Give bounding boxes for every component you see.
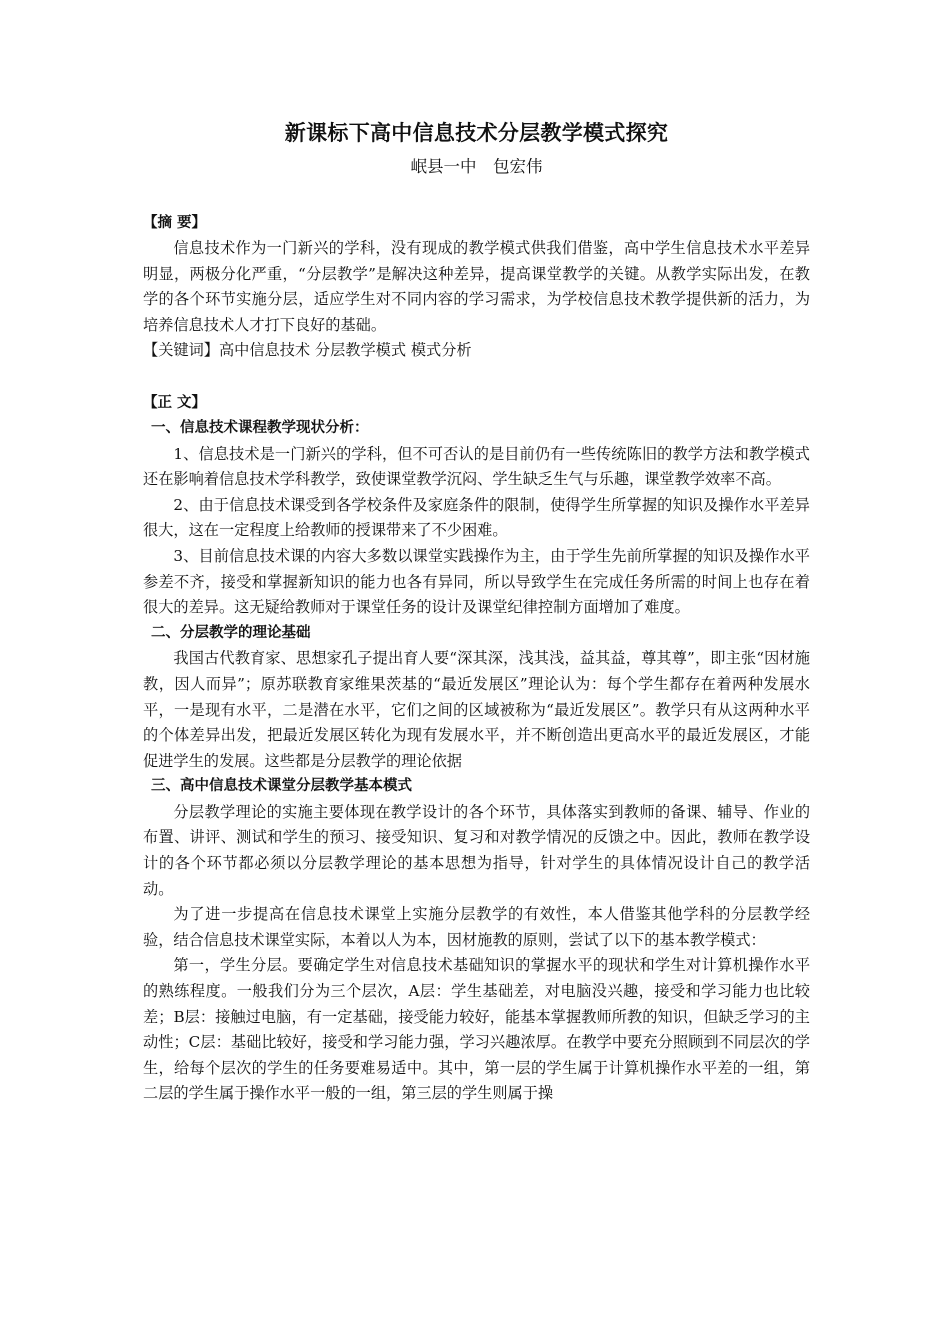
paragraph: 1、信息技术是一门新兴的学科，但不可否认的是目前仍有一些传统陈旧的教学方法和教学模式还在影响着信息技术学科教学，致使课堂教学沉闷、学生缺乏生气与乐趣，课堂教学效率不高。 bbox=[143, 444, 810, 489]
body-heading: 【正 文】 bbox=[143, 394, 207, 411]
document-title: 新课标下高中信息技术分层教学模式探究 bbox=[284, 121, 669, 145]
abstract-text: 信息技术作为一门新兴的学科，没有现成的教学模式供我们借鉴，高中学生信息技术水平差异明显，两极分化严重，“分层教学”是解决这种差异，提高课堂教学的关键。从教学实际出发，在教学的各个环节实施分层，适应学生对不同内容的学习需求，为学校信息技术教学提供新的活力，为培养信息技术人才打下良好的基础。 bbox=[143, 239, 810, 334]
paragraph: 分层教学理论的实施主要体现在教学设计的各个环节，具体落实到教师的备课、辅导、作业的布置、讲评、测试和学生的预习、接受知识、复习和对教学情况的反馈之中。因此，教师在教学设计的各个环节都必须以分层教学理论的基本思想为指导，针对学生的具体情况设计自己的教学活动。 bbox=[143, 802, 810, 898]
keywords-line: 【关键词】高中信息技术 分层教学模式 模式分析 bbox=[143, 341, 472, 360]
paragraph: 第一，学生分层。要确定学生对信息技术基础知识的掌握水平的现状和学生对计算机操作水平的熟练程度。一般我们分为三个层次，A层：学生基础差，对电脑没兴趣，接受和学习能力也比较差；B层：接触过电脑，有一定基础，接受能力较好，能基本掌握教师所教的知识，但缺乏学习的主动性；C层：基础比较好，接受和学习能力强，学习兴趣浓厚。在教学中要充分照顾到不同层次的学生，给每个层次的学生的任务要难易适中。其中，第一层的学生属于计算机操作水平差的一组，第二层的学生属于操作水平一般的一组，第三层的学生则属于操 bbox=[143, 956, 810, 1103]
paragraph: 为了进一步提高在信息技术课堂上实施分层教学的有效性，本人借鉴其他学科的分层教学经验，结合信息技术课堂实际，本着以人为本，因材施教的原则，尝试了以下的基本教学模式： bbox=[143, 905, 810, 949]
document-page bbox=[143, 118, 810, 1107]
paragraph: 我国古代教育家、思想家孔子提出育人要“深其深，浅其浅，益其益，尊其尊”，即主张“因材施教，因人而异”；原苏联教育家维果茨基的“最近发展区”理论认为：每个学生都存在着两种发展水平，一是现有水平，二是潜在水平，它们之间的区域被称为“最近发展区”。教学只有从这两种水平的个体差异出发，把最近发展区转化为现有发展水平，并不断创造出更高水平的最近发展区，才能促进学生的发展。这些都是分层教学的理论依据 bbox=[143, 649, 810, 770]
abstract-heading: 【摘 要】 bbox=[143, 215, 207, 231]
paragraph: 2、由于信息技术课受到各学校条件及家庭条件的限制，使得学生所掌握的知识及操作水平差异很大，这在一定程度上给教师的授课带来了不少困难。 bbox=[143, 495, 810, 540]
section-heading-1: 一、信息技术课程教学现状分析： bbox=[151, 419, 369, 436]
section-heading-2: 二、分层教学的理论基础 bbox=[151, 624, 311, 641]
section-heading-3: 三、高中信息技术课堂分层教学基本模式 bbox=[151, 778, 412, 795]
paragraph: 3、目前信息技术课的内容大多数以课堂实践操作为主，由于学生先前所掌握的知识及操作水平参差不齐，接受和掌握新知识的能力也各有异同，所以导致学生在完成任务所需的时间上也存在着很大的差异。这无疑给教师对于课堂任务的设计及课堂纪律控制方面增加了难度。 bbox=[143, 546, 810, 617]
author-byline: 岷县一中 包宏伟 bbox=[410, 157, 543, 176]
